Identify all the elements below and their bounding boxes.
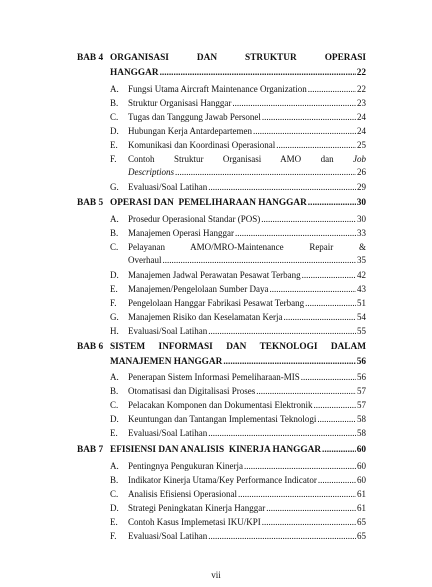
entry-text: Fungsi Utama Aircraft Maintenance Organization xyxy=(128,84,307,94)
entry-text: Prosedur Operasional Standar (POS) xyxy=(128,214,261,224)
entry-letter: F. xyxy=(110,298,117,308)
dot-leader xyxy=(208,530,356,543)
entry-letter: B. xyxy=(110,228,119,238)
entry-letter: D. xyxy=(110,126,119,136)
entry-text: Manajemen Risiko dan Keselamatan Kerja xyxy=(128,312,283,322)
entry-page: 60 xyxy=(357,461,366,471)
entry-text: Otomatisasi dan Digitalisasi Proses xyxy=(128,386,256,396)
dot-leader xyxy=(305,297,356,310)
entry-text: Contoh Kasus Implemetasi IKU/KPI xyxy=(128,517,261,527)
entry-text: Manajemen Jadwal Perawatan Pesawat Terbang xyxy=(128,270,301,280)
entry-text: Manajemen/Pengelolaan Sumber Daya xyxy=(128,284,269,294)
entry-letter: A. xyxy=(110,372,119,382)
entry-page: 56 xyxy=(357,372,366,382)
chapter-title xyxy=(110,51,366,81)
entry-page: 55 xyxy=(357,326,366,336)
entry-page: 57 xyxy=(357,386,366,396)
entry-text: Evaluasi/Soal Latihan xyxy=(128,428,208,438)
entry-letter: A. xyxy=(110,84,119,94)
entry-letter: E. xyxy=(110,517,118,527)
dot-leader xyxy=(262,111,356,124)
dot-leader xyxy=(276,139,356,152)
dot-leader xyxy=(301,371,356,384)
entry-letter: G. xyxy=(110,182,119,192)
entry-page: 26 xyxy=(357,167,366,177)
dot-leader xyxy=(244,460,356,473)
entry-page: 57 xyxy=(357,400,366,410)
dot-leader xyxy=(208,325,356,338)
entry-word: Job xyxy=(353,154,367,164)
title-word: DALAM xyxy=(330,342,366,352)
chapter-page: 56 xyxy=(356,357,366,367)
entry-letter: D. xyxy=(110,270,119,280)
page-number: vii xyxy=(211,570,221,580)
entry-page: 58 xyxy=(357,414,366,424)
dot-leader xyxy=(266,502,356,515)
dot-leader xyxy=(318,474,356,487)
entry-text: Pelacakan Komponen dan Dokumentasi Elektronik xyxy=(128,400,313,410)
entry-letter: D. xyxy=(110,503,119,513)
entry-page: 33 xyxy=(357,228,366,238)
title-text: OPERASI DAN PEMELIHARAAN HANGGAR xyxy=(110,198,307,208)
entry-letter: C. xyxy=(110,400,119,410)
chapter-number: BAB 5 xyxy=(77,198,104,208)
chapter-title-line xyxy=(110,340,366,355)
dot-leader xyxy=(235,227,356,240)
entry-word: Contoh xyxy=(128,154,155,164)
chapter-page: 22 xyxy=(356,68,366,78)
chapter-title-line xyxy=(110,51,366,66)
entry-text: Evaluasi/Soal Latihan xyxy=(128,182,208,192)
title-text: HANGGAR xyxy=(110,68,159,78)
chapter-title-line xyxy=(110,66,366,81)
entry-word: Struktur xyxy=(173,154,204,164)
entry-page: 23 xyxy=(357,98,366,108)
chapter-page: 30 xyxy=(356,198,366,208)
title-word: ORGANISASI xyxy=(110,53,169,63)
entry-text: Pentingnya Pengukuran Kinerja xyxy=(128,461,243,471)
entry-letter: B. xyxy=(110,475,119,485)
entry-letter: C. xyxy=(110,242,119,252)
dot-leader xyxy=(262,516,356,529)
entry-word: AMO xyxy=(280,154,302,164)
dot-leader xyxy=(175,166,356,179)
entry-letter: D. xyxy=(110,414,119,424)
dot-leader xyxy=(223,355,355,370)
dot-leader xyxy=(269,283,356,296)
entry-page: 60 xyxy=(357,475,366,485)
dot-leader xyxy=(283,311,356,324)
entry-text: Keuntungan dan Tantangan Implementasi Teknologi xyxy=(128,414,317,424)
entry-word: & xyxy=(358,242,366,252)
entry-page: 43 xyxy=(357,284,366,294)
entry-text: Evaluasi/Soal Latihan xyxy=(128,531,208,541)
entry-word: dan xyxy=(320,154,334,164)
entry-letter: E. xyxy=(110,428,118,438)
entry-letter: A. xyxy=(110,214,119,224)
chapter-title xyxy=(110,443,366,458)
entry-page: 24 xyxy=(357,112,366,122)
dot-leader xyxy=(208,427,356,440)
dot-leader xyxy=(208,181,356,194)
chapter-page: 60 xyxy=(356,445,366,455)
entry-page: 29 xyxy=(357,182,366,192)
entry-text: Penerapan Sistem Informasi Pemeliharaan-MIS xyxy=(128,372,300,382)
entry-page: 24 xyxy=(357,126,366,136)
entry-letter: F. xyxy=(110,154,117,164)
dot-leader xyxy=(253,125,356,138)
entry-page: 51 xyxy=(357,298,366,308)
dot-leader xyxy=(302,269,356,282)
entry-text: Overhaul xyxy=(128,255,162,265)
dot-leader xyxy=(308,83,356,96)
dot-leader xyxy=(256,385,356,398)
entry-text: Struktur Organisasi Hanggar xyxy=(128,98,232,108)
entry-text: Analisis Efisiensi Operasional xyxy=(128,489,237,499)
entry-word: Organisasi xyxy=(222,154,262,164)
dot-leader xyxy=(232,97,356,110)
dot-leader xyxy=(163,254,357,267)
entry-letter: E. xyxy=(110,140,118,150)
entry-word: Pelayanan xyxy=(128,242,165,252)
entry-page: 65 xyxy=(357,531,366,541)
chapter-title xyxy=(110,340,366,370)
entry-word: AMO/MRO-Maintenance xyxy=(190,242,284,252)
title-word: STRUKTUR xyxy=(245,53,297,63)
entry-page: 54 xyxy=(357,312,366,322)
entry-text: Strategi Peningkatan Kinerja Hanggar xyxy=(128,503,266,513)
entry-word: Repair xyxy=(309,242,334,252)
entry-letter: C. xyxy=(110,489,119,499)
title-word: OPERASI xyxy=(324,53,367,63)
dot-leader xyxy=(261,213,356,226)
entry-text: Tugas dan Tanggung Jawab Personel xyxy=(128,112,261,122)
entry-text: Indikator Kinerja Utama/Key Performance Indicator xyxy=(128,475,317,485)
entry-text: Hubungan Kerja Antardepartemen xyxy=(128,126,252,136)
chapter-number: BAB 7 xyxy=(77,445,104,455)
dot-leader xyxy=(313,399,356,412)
entry-text: Komunikasi dan Koordinasi Operasional xyxy=(128,140,276,150)
entry-page: 42 xyxy=(357,270,366,280)
title-word: INFORMASI xyxy=(158,342,213,352)
dot-leader xyxy=(160,66,356,81)
entry-page: 35 xyxy=(357,255,366,265)
entry-text: Evaluasi/Soal Latihan xyxy=(128,326,208,336)
title-word: SISTEM xyxy=(110,342,146,352)
entry-page: 61 xyxy=(357,503,366,513)
chapter-title xyxy=(110,196,366,211)
entry-page: 61 xyxy=(357,489,366,499)
entry-letter: H. xyxy=(110,326,119,336)
entry-letter: C. xyxy=(110,112,119,122)
entry-letter: B. xyxy=(110,386,119,396)
title-text: MANAJEMEN HANGGAR xyxy=(110,357,223,367)
entry-page: 58 xyxy=(357,428,366,438)
entry-text: Descriptions xyxy=(128,167,174,177)
entry-text-line xyxy=(128,153,366,166)
entry-text: Pengelolaan Hanggar Fabrikasi Pesawat Terbang xyxy=(128,298,305,308)
chapter-number: BAB 6 xyxy=(77,342,104,352)
entry-text-line xyxy=(128,241,366,254)
title-word: DAN xyxy=(196,53,218,63)
entry-page: 30 xyxy=(357,214,366,224)
entry-text: Manajemen Operasi Hanggar xyxy=(128,228,234,238)
title-word: TEKNOLOGI xyxy=(259,342,318,352)
title-word: DAN xyxy=(226,342,247,352)
entry-page: 65 xyxy=(357,517,366,527)
chapter-number: BAB 4 xyxy=(77,53,104,63)
dot-leader xyxy=(322,443,356,458)
dot-leader xyxy=(308,196,356,211)
entry-letter: E. xyxy=(110,284,118,294)
dot-leader xyxy=(238,488,356,501)
dot-leader xyxy=(317,413,356,426)
entry-page: 25 xyxy=(357,140,366,150)
entry-letter: F. xyxy=(110,531,117,541)
entry-page: 22 xyxy=(357,84,366,94)
entry-letter: G. xyxy=(110,312,119,322)
title-text: EFISIENSI DAN ANALISIS KINERJA HANGGAR xyxy=(110,445,322,455)
entry-letter: A. xyxy=(110,461,119,471)
entry-letter: B. xyxy=(110,98,119,108)
